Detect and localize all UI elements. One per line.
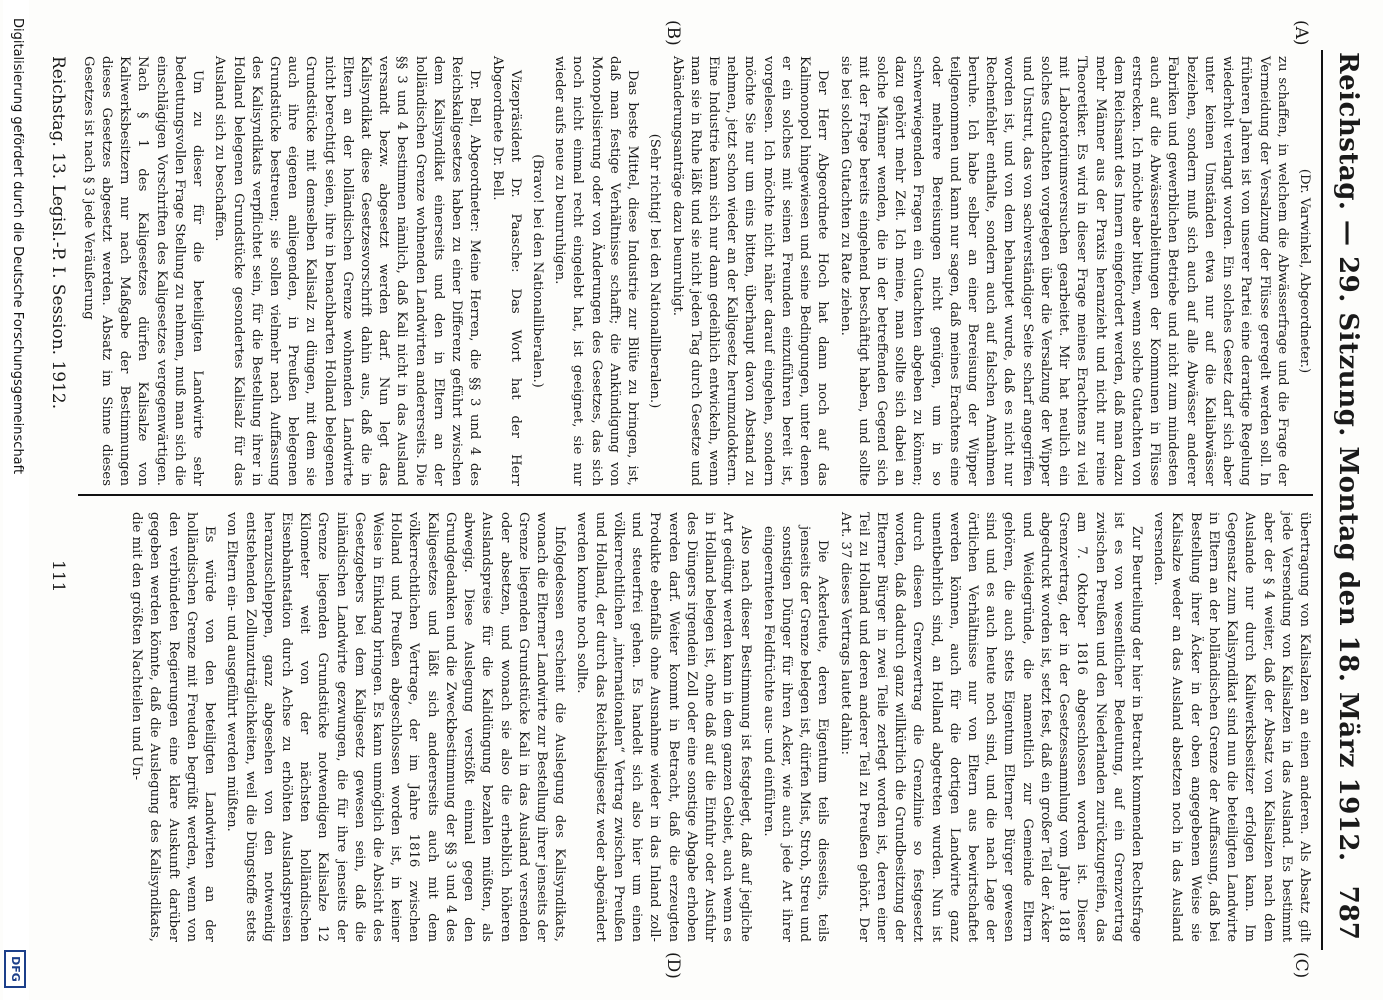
paragraph: Dr. Bell, Abgeordneter: Meine Herren, die §§ 3 und 4 des Reichskaligesetzes haben zu einer Differenz geführt zwischen dem Kalisyndikat einerseits und den in Eltern an der holländischen Grenze wohnenden Landwirten andererseits. Die §§ 3 und 4 bestimmen nämlich, daß Kali nicht in das Ausland versandt bezw. abgesetzt werden darf. Nun legt das Kalisyndikat diese Gesetzesvorschrift dahin aus, daß die in Eltern an der holländischen Grenze wohnenden Landwirte nicht berechtigt seien, ihre in benachbarten Holland belegenen Grundstücke mit demselben Kalisalz zu düngen, mit dem sie auch ihre eigenen anliegenden, in Preußen belegenen Grundstücke bestreuen; sie sollen vielmehr nach Auffassung des Kalisyndikats verpflichtet sein, für die Bestellung ihrer in Holland belegenen Grundstücke gesondertes Kalisalz für das Ausland sich zu beschaffen. (212, 56, 483, 486)
credit-text: Digitalisierung gefördert durch die Deutsche Forschungsgemeinschaft (10, 18, 25, 475)
paragraph: Also nach dieser Bestimmung ist festgelegt, daß auf jegliche Art gedüngt werden kann in dem ganzen Gebiet, auch wenn es in Holland belegen ist, ohne daß auf die Einfuhr oder Ausfuhr des Düngers irgendein Zoll oder eine sonstige Abgabe erhoben werden darf. Weiter kommt in Betracht, daß die erzeugten Produkte ebenfalls ohne Ausnahme wieder in das Inland zoll- und steuerfrei gehen. Es handelt sich also hier um einen völkerrechtlichen „internationalen“ Vertrag zwischen Preußen und Holland, der durch das Reichskaligesetz weder abgeändert werden konnte noch sollte. (574, 512, 754, 942)
paragraph: Um zu dieser für die beteiligten Landwirte sehr bedeutungsvollen Frage Stellung zu nehmen, muß man sich die einschlägigen Vorschriften des Kaligesetzes vergegenwärtigen. Nach § 1 des Kaligesetzes dürfen Kalisalze von Kaliwerksbesitzern nur nach Maßgabe der Bestimmungen dieses Gesetzes abgesetzt werden. Absatz im Sinne dieses Gesetzes ist nach § 3 jede Veräußerung (80, 56, 206, 486)
speaker-announcement: Vizepräsident Dr. Paasche: Das Wort hat der Herr Abgeordnete Dr. Bell. (489, 56, 523, 486)
page-header (1327, 0, 1367, 1000)
sheet-number: 111 (48, 560, 68, 593)
digitization-credit-strip (3, 0, 29, 1000)
speaker-tag: (Dr. Varwinkel, Abgeordneter.) (1297, 168, 1312, 374)
remark: (Sehr richtig! bei den Nationalliberalen.) (647, 133, 663, 409)
quotation: Die Ackerleute, deren Eigentum teils diesseits, teils jenseits der Grenze belegen ist, dürfen Mist, Stroh, Streu und sonstigen Dünger für ihren Acker, wie auch jede Art ihrer eingeernteten Feldfrüchte aus- und einführen. (760, 526, 831, 942)
header-rule (1321, 50, 1323, 950)
remark: (Bravo! bei den Nationalliberalen.) (530, 154, 546, 388)
margin-mark-a: (A) (1291, 20, 1311, 46)
paragraph: zu schaffen, in welchem die Abwässerfrage und die Frage der Vermeidung der Versalzung der Flüsse geregelt werden soll. In früheren Jahren ist von unserer Partei eine derartige Regelung wiederholt verlangt worden. Ein solches Gesetz darf sich aber unter keinen Umständen etwa nur auf die Kaliabwässer beziehen, sondern muß sich auch auf alle Abwässer anderer Fabriken und gewerblichen Betriebe und nicht zum mindesten auch auf die Abwässerableitungen der Kommunen in Flüsse erstrecken. Ich möchte aber bitten, wenn solche Gutachten von dem Reichsamt des Innern eingefordert werden, daß man dazu mehr Männer aus der Praxis heranzieht und nicht nur reine Theoretiker. Es wird in dieser Frage meines Erachtens zu viel mit Laboratoriumsversuchen gearbeitet. Mir hat neulich ein solches Gutachten vorgelegen über die Versalzung der Wipper und Unstrut, das von sachverständiger Seite scharf angegriffen worden ist, und von dem behauptet wurde, daß es nicht nur Rechenfehler enthalte, sondern auch auf falschen Annahmen beruhe. Ich habe selber an einer Bereisung der Wipper teilgenommen und kann nur sagen, daß meines Erachtens eine oder mehrere Bereisungen nicht genügen, um in so schwerwiegenden Fragen ein Gutachten abgeben zu können; dazu gehört mehr Zeit. Ich meine, man sollte sich dabei an solche Männer wenden, die in der betreffenden Gegend sich mit der Frage bereits eingehend beschäftigt haben, und sollte sie bei solchen Gutachten zu Rate ziehen. (837, 56, 1290, 486)
left-column (75, 56, 1313, 486)
page-footer (38, 0, 68, 1000)
paragraph: übertragung von Kalisalzen an einen anderen. Als Absatz gilt jede Versendung von Kalisalzen in das Ausland. Es bestimmt aber der § 4 weiter, daß der Absatz von Kalisalzen nach dem Auslande nur durch Kaliwerksbesitzer erfolgen kann. Im Gegensatz zum Kalisyndikat sind nun die beteiligten Landwirte in Eltern an der holländischen Grenze der Auffassung, daß bei Bestellung ihrer Äcker in der oben angegebenen Weise sie Kalisalze weder an das Ausland absetzen noch in das Ausland versenden. (1151, 512, 1312, 942)
running-head: Reichstag. — 29. Sitzung. Montag den 18. März 1912. (1333, 52, 1363, 862)
right-column (123, 512, 1313, 942)
paragraph: Das beste Mittel, diese Industrie zur Blüte zu bringen, ist, daß man festige Verhältnisse schafft; die Ankündigung von Monopolisierung oder von Änderungen des Gesetzes, das sich noch nicht einmal recht eingelebt hat, ist geeignet, sie nur wieder aufs neue zu beunruhigen. (552, 56, 641, 486)
paragraph: Zur Beurteilung der hier in Betracht kommenden Rechtsfrage ist es von wesentlicher Bedeutung, auf ein Grenzvertrag zwischen Preußen und den Niederlanden zurückzugreifen, das am 7. Oktober 1816 abgeschlossen worden ist. Dieser Grenzvertrag, der in der Gesetzessammlung vom Jahre 1818 abgedruckt worden ist, setzt fest, daß ein großer Teil der Äcker und Weidegründe, die namentlich zur Gemeinde Eltern gehören, die auch stets Eigentum Elterner Bürger gewesen sind und es auch heute noch sind, und die nach Lage der örtlichen Verhältnisse nur von Eltern aus bewirtschaftet werden können, auch für die dortigen Landwirte ganz unentbehrlich sind, an Holland abgetreten wurden. Nun ist durch diesen Grenzvertrag die Grenzlinie so festgesetzt worden, daß dadurch ganz willkürlich die Grundbesitzung der Elterner Bürger in zwei Teile zerlegt worden ist, deren einer Teil zu Holland und deren anderer Teil zu Preußen gehört. Der Art. 37 dieses Vertrags lautet dahin: (837, 512, 1145, 942)
margin-mark-d: (D) (663, 952, 683, 979)
session-note: Reichstag. 13. Legisl.-P. I. Session. 1912. (48, 56, 68, 410)
paragraph: Es würde von den beteiligten Landwirten an der holländischen Grenze mit Freuden begrüßt werden, wenn von den verbündeten Regierungen eine klare Auskunft darüber gegeben werden könnte, daß die Auslegung des Kalisyndikats, die mit den größten Nachteilen und Un- (129, 512, 218, 942)
margin-mark-c: (C) (1291, 952, 1311, 979)
paragraph: Der Herr Abgeordnete Hoch hat dann noch auf das Kalimonopol hingewiesen und seine Bedingungen, unter denen er ein solches mit seinen Freunden einzuführen bereit ist, vorgelesen. Ich möchte nicht näher darauf eingehen, sondern möchte Sie nur um eins bitten, überhaupt davon Abstand zu nehmen, jetzt schon wieder an der Kaligesetz herumzudoktern. Eine Industrie kann sich nur dann gedeihlich entwickeln, wenn man sie in Ruhe läßt und sie nicht jeden Tag durch Gesetze und Abänderungsanträge dazu beunruhigt. (669, 56, 831, 486)
paragraph: Infolgedessen erscheint die Auslegung des Kalisyndikats, wonach die Elterner Landwirte zur Bestellung ihrer jenseits der Grenze liegenden Grundstücke Kali in das Ausland versenden oder absetzen, und wonach sie also die erheblich höheren Auslandspreise für die Kalidüngung bezahlen müßten, als abwegig. Diese Auslegung verstößt einmal gegen den Grundgedanken und die Zweckbestimmung der §§ 3 und 4 des Kaligesetzes und läßt sich andererseits auch mit dem völkerrechtlichen Vertrage, der im Jahre 1816 zwischen Holland und Preußen abgeschlossen worden ist, in keiner Weise in Einklang bringen. Es kann unmöglich die Absicht des Gesetzgebers bei dem Kaligesetz gewesen sein, daß die inländischen Landwirte gezwungen, die für ihre jenseits der Grenze liegenden Grundstücke notwendigen Kalisalze 12 Kilometer weit von der nächsten holländischen Eisenbahnstation durch Achse zu erhöhten Auslandspreisen heranzuschleppen, ganz abgesehen von den notwendig entstehenden Zollunzuträglichkeiten, weil die Düngstoffe stets von Eltern ein- und ausgeführt werden müßten. (224, 512, 568, 942)
margin-mark-b: (B) (663, 20, 683, 46)
column-divider (78, 494, 1313, 496)
dfg-logo: DFG (4, 950, 26, 988)
page-number: 787 (1333, 885, 1363, 940)
